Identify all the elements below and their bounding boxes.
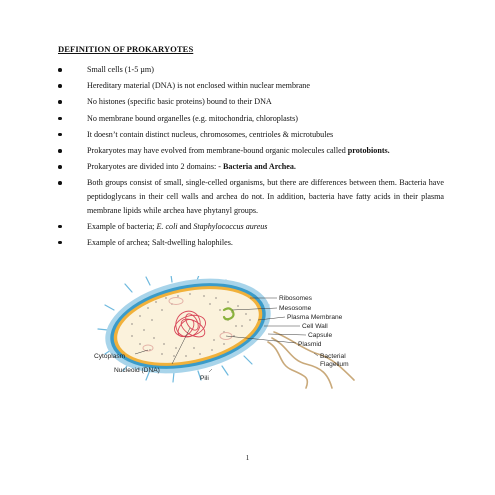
ribosome-dot [245,313,247,315]
ribosome-dot [161,309,163,311]
ribosome-dot [227,301,229,303]
ribosome-dot [215,297,217,299]
label-bacterial-flagellum-line1: Bacterial [320,353,346,360]
leader-line [268,334,306,335]
bullet-icon [58,68,62,72]
ribosome-dot [189,293,191,295]
flagellum-strand [268,342,307,388]
pilus [146,277,150,285]
ribosome-dot [235,325,237,327]
list-item: No membrane bound organelles (e.g. mitochondria, chloroplasts) [58,112,444,126]
list-item: Prokaryotes are divided into 2 domains: - Bacteria and Archea. [58,160,444,174]
ribosome-dot [199,353,201,355]
list-item: Small cells (1-5 µm) [58,63,444,77]
ribosome-dot [131,335,133,337]
bullet-icon [58,133,62,137]
prokaryote-cell-diagram [92,276,362,392]
ribosome-dot [249,319,251,321]
ribosome-dot [131,323,133,325]
bullet-icon [58,100,62,104]
ribosome-dot [165,297,167,299]
ribosome-dot [213,339,215,341]
ribosome-dot [139,315,141,317]
ribosome-dot [237,305,239,307]
ribosome-dot [175,347,177,349]
ribosome-dot [155,301,157,303]
pilus [98,329,108,330]
list-item: Prokaryotes may have evolved from membrane-bound organic molecules called protobionts. [58,144,444,158]
pilus [244,356,252,364]
bullet-icon [58,165,62,169]
label-plasmid: Plasmid [298,341,322,348]
label-mesosome: Mesosome [279,305,312,312]
ribosome-dot [203,295,205,297]
list-item: Both groups consist of small, single-celled organisms, but there are differences between them. Bacteria have peptidoglycans in their cell walls and archea do not. In addition, bacteria have fatty acids in their plasma membrane lipids while archea have phytanyl groups. [58,176,444,217]
list-item: It doesn’t contain distinct nucleus, chromosomes, centrioles & microtubules [58,128,444,142]
label-ribosomes: Ribosomes [279,295,312,302]
label-bacterial-flagellum-line2: Flagellum [320,361,349,368]
label-nucleoid: Nucleoid (DNA) [114,367,160,374]
bullet-icon [58,181,62,185]
list-item: Example of bacteria; E. coli and Staphylococcus aureus [58,220,444,234]
bullet-icon [58,225,62,229]
pilus [171,276,172,282]
pilus [105,305,114,310]
ribosome-dot [161,353,163,355]
ribosome-dot [143,329,145,331]
bullet-icon [58,84,62,88]
ribosome-dot [193,347,195,349]
bullet-icon [58,117,62,121]
ribosome-dot [241,325,243,327]
ribosome-dot [139,343,141,345]
pilus [173,372,174,382]
label-cell-wall: Cell Wall [302,323,328,330]
ribosome-dot [185,355,187,357]
ribosome-dot [151,319,153,321]
ribosome-dot [223,343,225,345]
ribosome-dot [177,295,179,297]
list-item: No histones (specific basic proteins) bound to their DNA [58,95,444,109]
ribosome-dot [173,355,175,357]
list-item: Example of archea; Salt-dwelling halophiles. [58,236,444,250]
definition-list [58,63,444,252]
page-title: DEFINITION OF PROKARYOTES [58,44,194,54]
pilus [125,284,132,292]
pilus [222,366,228,375]
ribosome-dot [163,343,165,345]
page-number: 1 [245,454,250,462]
list-item: Hereditary material (DNA) is not enclosed within nuclear membrane [58,79,444,93]
ribosome-dot [209,303,211,305]
bullet-icon [58,149,62,153]
label-cytoplasm: Cytoplasm [94,353,126,360]
ribosome-dot [147,307,149,309]
leader-line [209,369,212,372]
label-capsule: Capsule [308,332,333,339]
bullet-icon [58,241,62,245]
ribosome-dot [153,337,155,339]
ribosome-dot [211,349,213,351]
label-pili: Pili [200,375,209,382]
ribosome-dot [219,309,221,311]
label-plasma-membrane: Plasma Membrane [287,314,343,321]
